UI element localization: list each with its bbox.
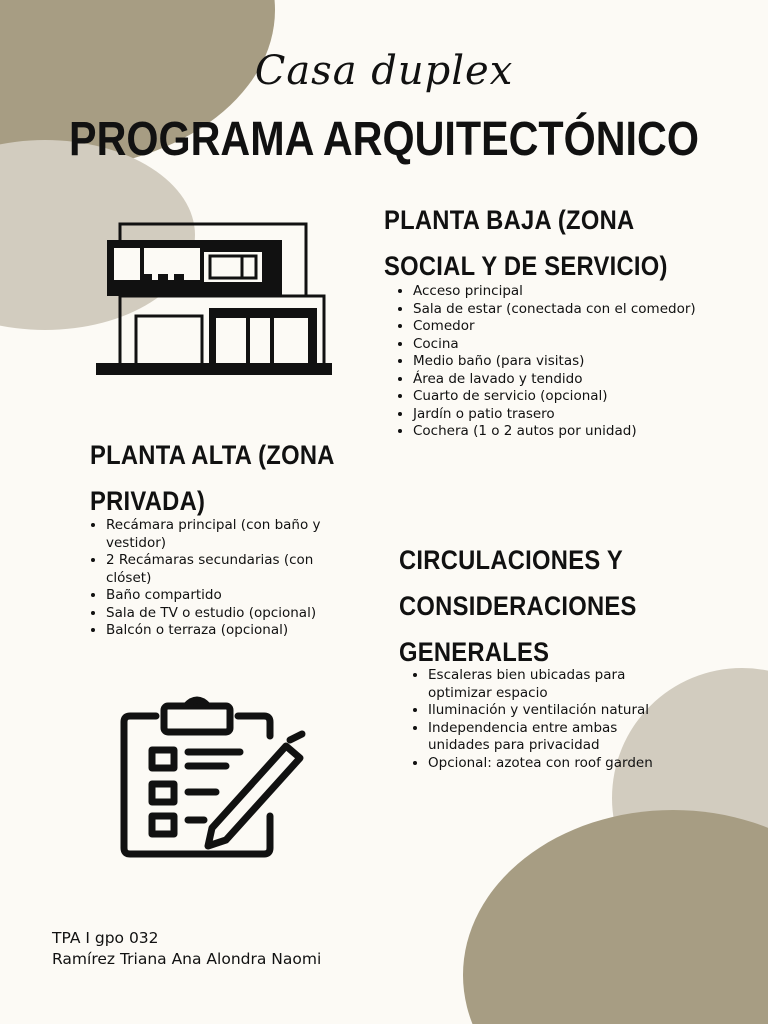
heading-line: SOCIAL Y DE SERVICIO) <box>384 251 668 281</box>
list-item: • Cocina <box>413 336 713 354</box>
list-item: • Acceso principal <box>413 283 713 301</box>
house-icon <box>92 218 336 380</box>
section-heading-planta-baja <box>384 197 668 289</box>
decorative-blob-bottom-right <box>463 810 768 1024</box>
list-item: • Escaleras bien ubicadas para optimizar espacio <box>428 667 664 702</box>
page-title: PROGRAMA ARQUITECTÓNICO <box>69 113 699 166</box>
heading-line: GENERALES <box>399 637 550 667</box>
list-item: • Sala de estar (conectada con el comedor) <box>413 301 713 319</box>
list-item: • Opcional: azotea con roof garden <box>428 755 664 773</box>
script-title: Casa duplex <box>254 48 514 94</box>
list-item: • Área de lavado y tendido <box>413 371 713 389</box>
list-item: • Iluminación y ventilación natural <box>428 702 664 720</box>
list-item: • Independencia entre ambas unidades para privacidad <box>428 720 664 755</box>
list-item: • Cuarto de servicio (opcional) <box>413 388 713 406</box>
planta-alta-list <box>84 517 346 640</box>
footer <box>52 928 321 970</box>
heading-line: PLANTA BAJA (ZONA <box>384 205 635 235</box>
heading-line: PLANTA ALTA (ZONA <box>90 440 335 470</box>
list-item: • Baño compartido <box>106 587 346 605</box>
heading-line: PRIVADA) <box>90 486 206 516</box>
list-item: • Cochera (1 o 2 autos por unidad) <box>413 423 713 441</box>
section-heading-circulaciones <box>399 537 637 675</box>
section-heading-planta-alta <box>90 432 335 524</box>
list-item: • Recámara principal (con baño y vestidor) <box>106 517 346 552</box>
list-item: • Sala de TV o estudio (opcional) <box>106 605 346 623</box>
clipboard-checklist-icon <box>118 696 313 860</box>
heading-line: CONSIDERACIONES <box>399 591 637 621</box>
list-item: • 2 Recámaras secundarias (con clóset) <box>106 552 346 587</box>
heading-line: CIRCULACIONES Y <box>399 545 623 575</box>
list-item: • Comedor <box>413 318 713 336</box>
list-item: • Jardín o patio trasero <box>413 406 713 424</box>
list-item: • Medio baño (para visitas) <box>413 353 713 371</box>
planta-baja-list <box>391 283 713 441</box>
list-item: • Balcón o terraza (opcional) <box>106 622 346 640</box>
circulaciones-list <box>406 667 664 772</box>
footer-group: TPA I gpo 032 <box>52 929 159 947</box>
footer-author: Ramírez Triana Ana Alondra Naomi <box>52 950 322 968</box>
